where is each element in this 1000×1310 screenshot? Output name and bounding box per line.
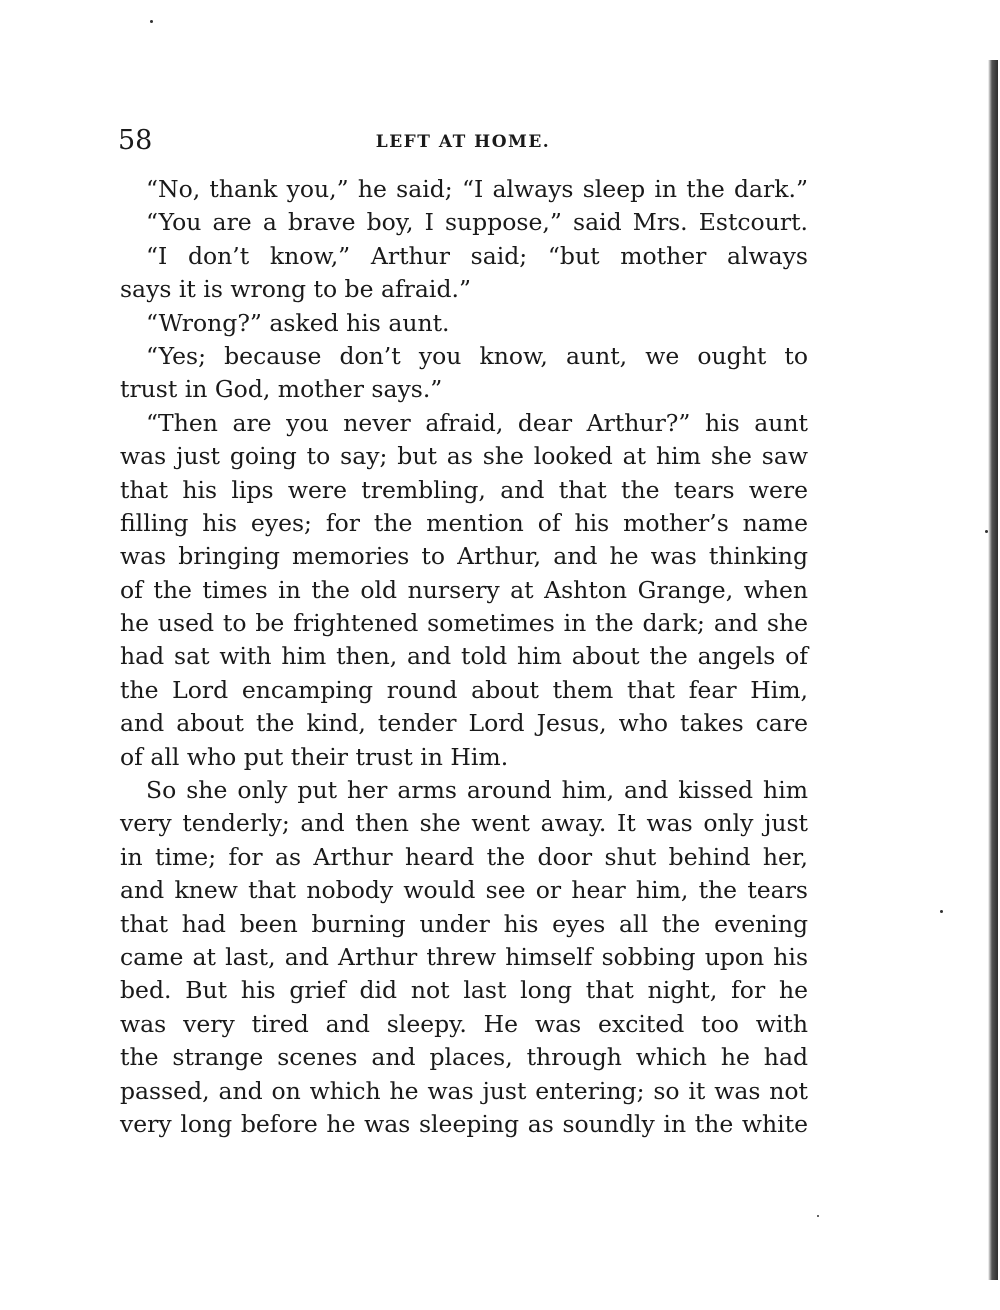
text-line: and knew that nobody would see or hear him, the tears xyxy=(120,876,808,905)
scan-speck xyxy=(150,20,153,23)
text-line: the strange scenes and places, through which he had xyxy=(120,1043,808,1072)
text-line: was very tired and sleepy. He was excited too with xyxy=(120,1009,808,1038)
text-line: that had been burning under his eyes all the evening xyxy=(120,909,808,938)
scan-speck xyxy=(985,530,988,533)
page-edge-shadow xyxy=(988,60,998,1280)
text-line: bed. But his grief did not last long that night, for he xyxy=(120,976,808,1005)
text-line: he used to be frightened sometimes in the dark; and she xyxy=(120,609,808,638)
text-line: “Yes; because don’t you know, aunt, we ought to xyxy=(146,341,808,370)
text-line: “No, thank you,” he said; “I always sleep in the dark.” xyxy=(146,175,808,203)
text-line: very long before he was sleeping as soundly in the white xyxy=(120,1109,808,1138)
text-line: that his lips were trembling, and that the tears were xyxy=(120,475,808,504)
text-line: came at last, and Arthur threw himself sobbing upon his xyxy=(120,942,808,971)
text-line: So she only put her arms around him, and kissed him xyxy=(146,776,808,805)
text-line: was bringing memories to Arthur, and he was thinking xyxy=(120,542,808,571)
body-text xyxy=(120,173,808,1141)
text-line: and about the kind, tender Lord Jesus, who takes care xyxy=(120,709,808,738)
text-line: “Then are you never afraid, dear Arthur?” his aunt xyxy=(146,408,808,437)
text-line: filling his eyes; for the mention of his mother’s name xyxy=(120,508,808,537)
text-line: trust in God, mother says.” xyxy=(120,375,443,404)
text-line: of the times in the old nursery at Ashton Grange, when xyxy=(120,575,808,604)
running-head xyxy=(118,124,808,158)
text-line: very tenderly; and then she went away. It was only just xyxy=(120,809,808,838)
scan-speck xyxy=(940,910,943,913)
text-line: of all who put their trust in Him. xyxy=(120,742,509,771)
text-line: “Wrong?” asked his aunt. xyxy=(146,308,450,337)
text-line: the Lord encamping round about them that fear Him, xyxy=(120,675,808,704)
text-line: says it is wrong to be afraid.” xyxy=(120,275,471,304)
text-line: had sat with him then, and told him about the angels of xyxy=(120,642,808,671)
page-number: 58 xyxy=(118,125,153,156)
text-line: passed, and on which he was just entering; so it was not xyxy=(120,1076,808,1105)
running-title: LEFT AT HOME. xyxy=(375,132,551,152)
text-line: “I don’t know,” Arthur said; “but mother always xyxy=(146,241,808,270)
text-line: was just going to say; but as she looked at him she saw xyxy=(120,442,808,471)
text-line: in time; for as Arthur heard the door shut behind her, xyxy=(120,842,808,871)
text-line: “You are a brave boy, I suppose,” said Mrs. Estcourt. xyxy=(146,208,808,237)
scan-speck xyxy=(817,1215,819,1217)
